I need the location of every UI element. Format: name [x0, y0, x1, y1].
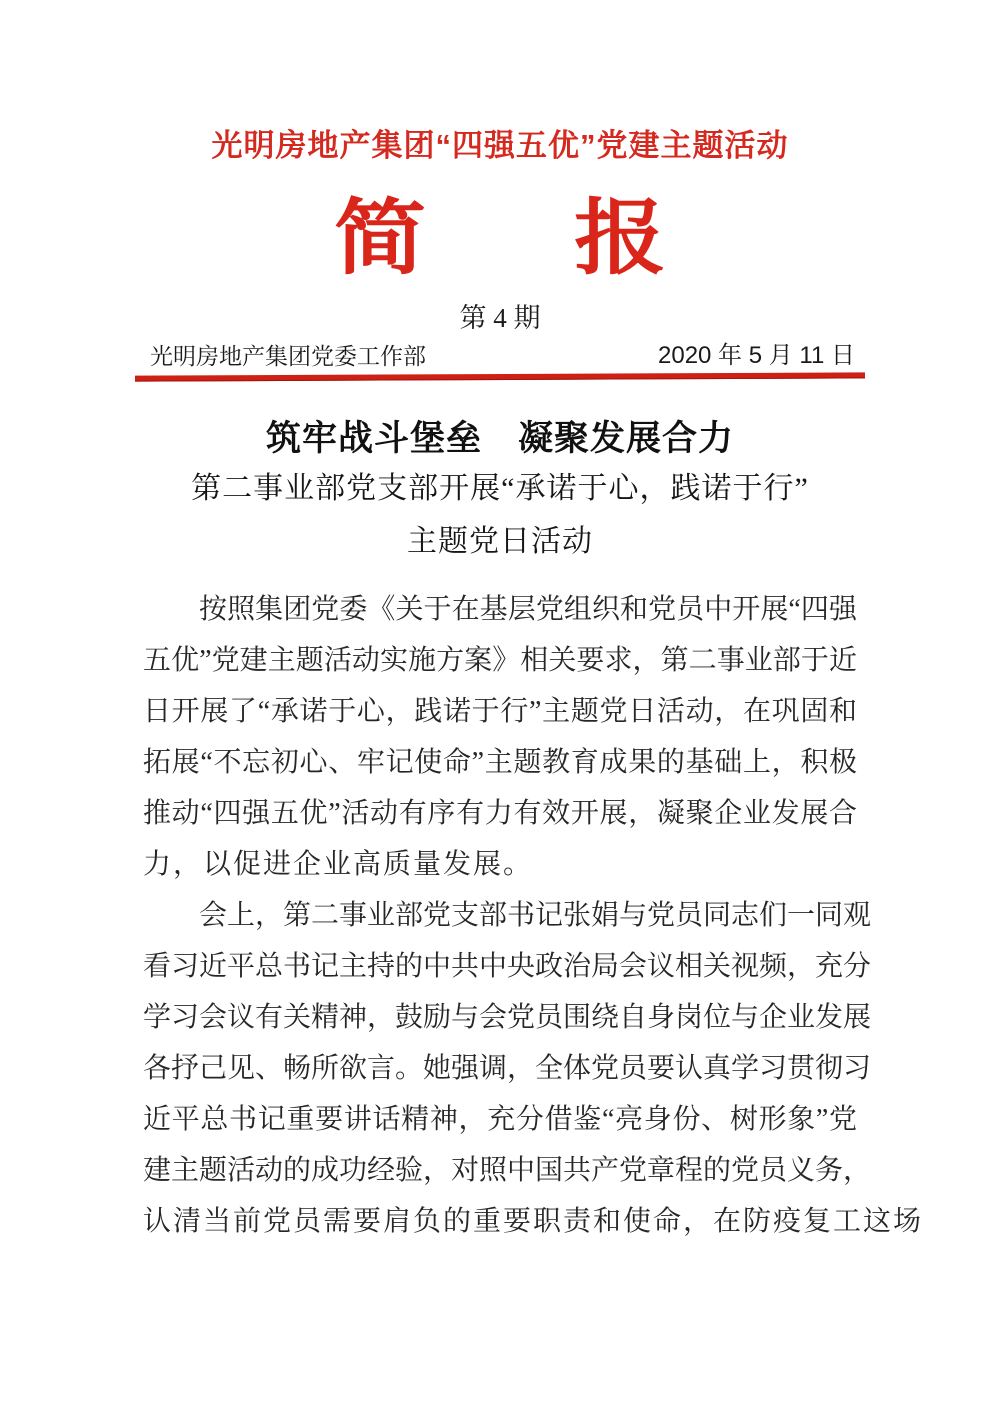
body-line: 看习近平总书记主持的中共中央政治局会议相关视频，充分	[143, 951, 872, 982]
masthead-title: 光明房地产集团“四强五优”党建主题活动	[211, 128, 789, 163]
article-body	[143, 584, 924, 1247]
body-line: 力，以促进企业高质量发展。	[143, 849, 534, 880]
body-line: 建主题活动的成功经验，对照中国共产党章程的党员义务，	[143, 1155, 872, 1186]
publisher-name: 光明房地产集团党委工作部	[150, 343, 426, 369]
body-line: 按照集团党委《关于在基层党组织和党员中开展“四强	[199, 594, 857, 625]
masthead-big-title	[0, 190, 1000, 286]
issue-date: 2020 年 5 月 11 日	[658, 342, 855, 369]
body-line: 推动“四强五优”活动有序有力有效开展，凝聚企业发展合	[143, 798, 857, 829]
red-divider	[135, 372, 865, 381]
body-line: 学习会议有关精神，鼓励与会党员围绕自身岗位与企业发展	[143, 1002, 872, 1033]
article-title: 筑牢战斗堡垒 凝聚发展合力	[265, 419, 734, 458]
body-line: 近平总书记重要讲话精神，充分借鉴“亮身份、树形象”党	[143, 1104, 857, 1135]
body-line: 认清当前党员需要肩负的重要职责和使命，在防疫复工这场	[143, 1206, 924, 1237]
article-subtitle-line2: 主题党日活动	[407, 525, 593, 558]
body-line: 五优”党建主题活动实施方案》相关要求，第二事业部于近	[143, 645, 857, 676]
body-line: 各抒己见、畅所欲言。她强调，全体党员要认真学习贯彻习	[143, 1053, 872, 1084]
body-line: 拓展“不忘初心、牢记使命”主题教育成果的基础上，积极	[143, 747, 857, 778]
body-line: 会上，第二事业部党支部书记张娟与党员同志们一同观	[199, 900, 872, 931]
masthead-char-bao: 报	[574, 190, 666, 286]
issue-number: 第 4 期	[459, 303, 541, 333]
article-subtitle-line1: 第二事业部党支部开展“承诺于心，践诺于行”	[191, 472, 809, 505]
publisher-row	[150, 342, 855, 370]
masthead-char-jian: 简	[334, 190, 426, 286]
body-line: 日开展了“承诺于心，践诺于行”主题党日活动，在巩固和	[143, 696, 857, 727]
